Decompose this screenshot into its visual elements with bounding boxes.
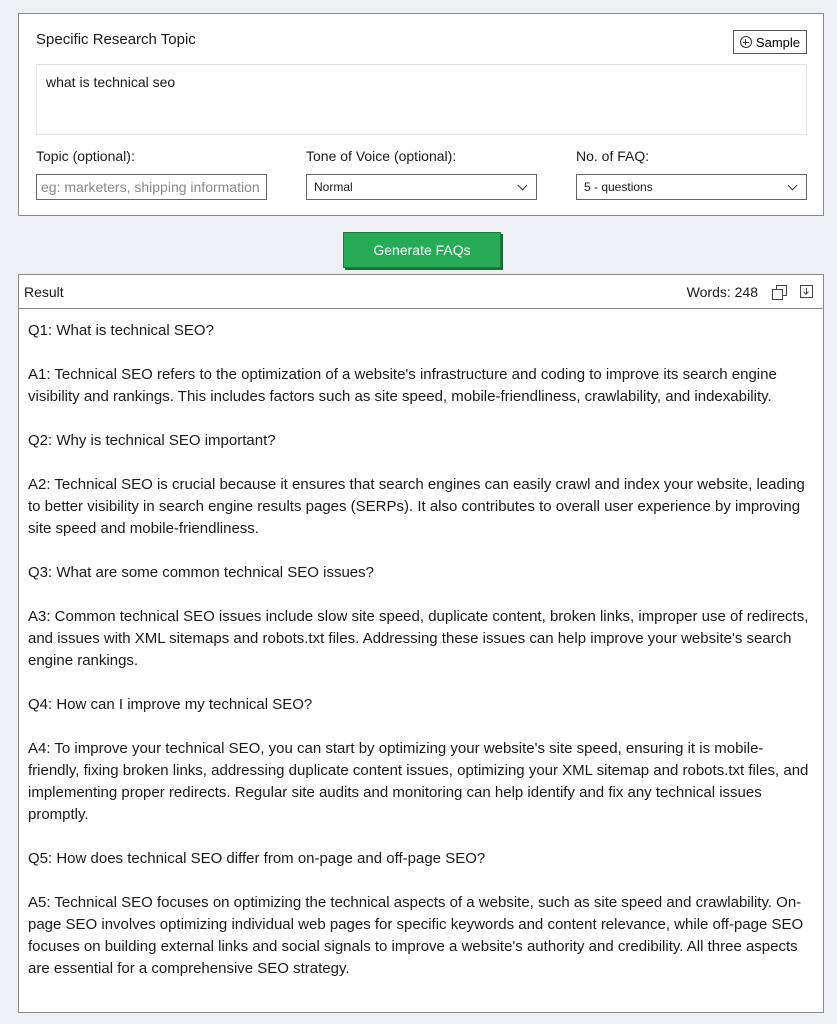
faq-count-select-value: 5 - questions: [584, 180, 653, 194]
chevron-down-icon: [518, 180, 528, 190]
word-count: Words: 248: [686, 283, 758, 300]
sample-button[interactable]: [733, 30, 807, 54]
generate-faqs-button[interactable]: Generate FAQs: [343, 232, 501, 268]
download-icon[interactable]: [800, 285, 813, 298]
faq-paragraph: Q1: What is technical SEO?: [28, 322, 214, 339]
faq-paragraph: A5: Technical SEO focuses on optimizing the technical aspects of a website, such as site speed and crawlability. On-page SEO involves optimizing individual web pages for specific keywords and content relevance, while off-page SEO focuses on building external links and social signals to improve a website's authority and credibility. All three aspects are essential for a comprehensive SEO strategy.: [28, 894, 804, 977]
copy-icon[interactable]: [772, 285, 786, 299]
research-topic-label: Specific Research Topic: [36, 31, 196, 48]
chevron-down-icon: [788, 180, 798, 190]
research-topic-input[interactable]: what is technical seo: [36, 64, 807, 135]
faq-count-select[interactable]: [576, 174, 807, 200]
plus-circle-icon: [740, 36, 752, 48]
faq-paragraph: A1: Technical SEO refers to the optimization of a website's infrastructure and coding to improve its search engine visibility and rankings. This includes factors such as site speed, mobile-friendliness, crawlability, and indexability.: [28, 366, 777, 405]
audience-label: Topic (optional):: [36, 148, 135, 164]
faq-paragraph: Q3: What are some common technical SEO issues?: [28, 564, 374, 581]
result-text: [19, 309, 823, 980]
faq-count-label: No. of FAQ:: [576, 148, 650, 164]
faq-paragraph: Q4: How can I improve my technical SEO?: [28, 696, 313, 713]
faq-form-panel: [18, 13, 824, 216]
result-header: [19, 275, 823, 309]
faq-paragraph: A3: Common technical SEO issues include slow site speed, duplicate content, broken links, improper use of redirects, and issues with XML sitemaps and robots.txt files. Addressing these issues can help improve your website's search engine rankings.: [28, 608, 809, 669]
tone-select-value: Normal: [314, 180, 353, 194]
faq-paragraph: A2: Technical SEO is crucial because it ensures that search engines can easily crawl and index your website, leading to better visibility in search engine results pages (SERPs). It also contributes to overall user experience by improving site speed and mobile-friendliness.: [28, 476, 805, 537]
faq-paragraph: Q2: Why is technical SEO important?: [28, 432, 276, 449]
faq-paragraph: Q5: How does technical SEO differ from on-page and off-page SEO?: [28, 850, 486, 867]
audience-input[interactable]: eg: marketers, shipping information: [36, 174, 267, 200]
tone-label: Tone of Voice (optional):: [306, 148, 457, 164]
result-panel: [18, 274, 824, 1013]
result-title: Result: [24, 283, 64, 300]
tone-select[interactable]: [306, 174, 537, 200]
faq-paragraph: A4: To improve your technical SEO, you can start by optimizing your website's site speed, ensuring it is mobile-friendly, fixing broken links, addressing duplicate content issues, optimizing your XML sitemap and robots.txt files, and implementing proper redirects. Regular site audits and monitoring can help identify and fix any technical issues promptly.: [28, 740, 809, 823]
sample-button-label: Sample: [755, 34, 800, 50]
